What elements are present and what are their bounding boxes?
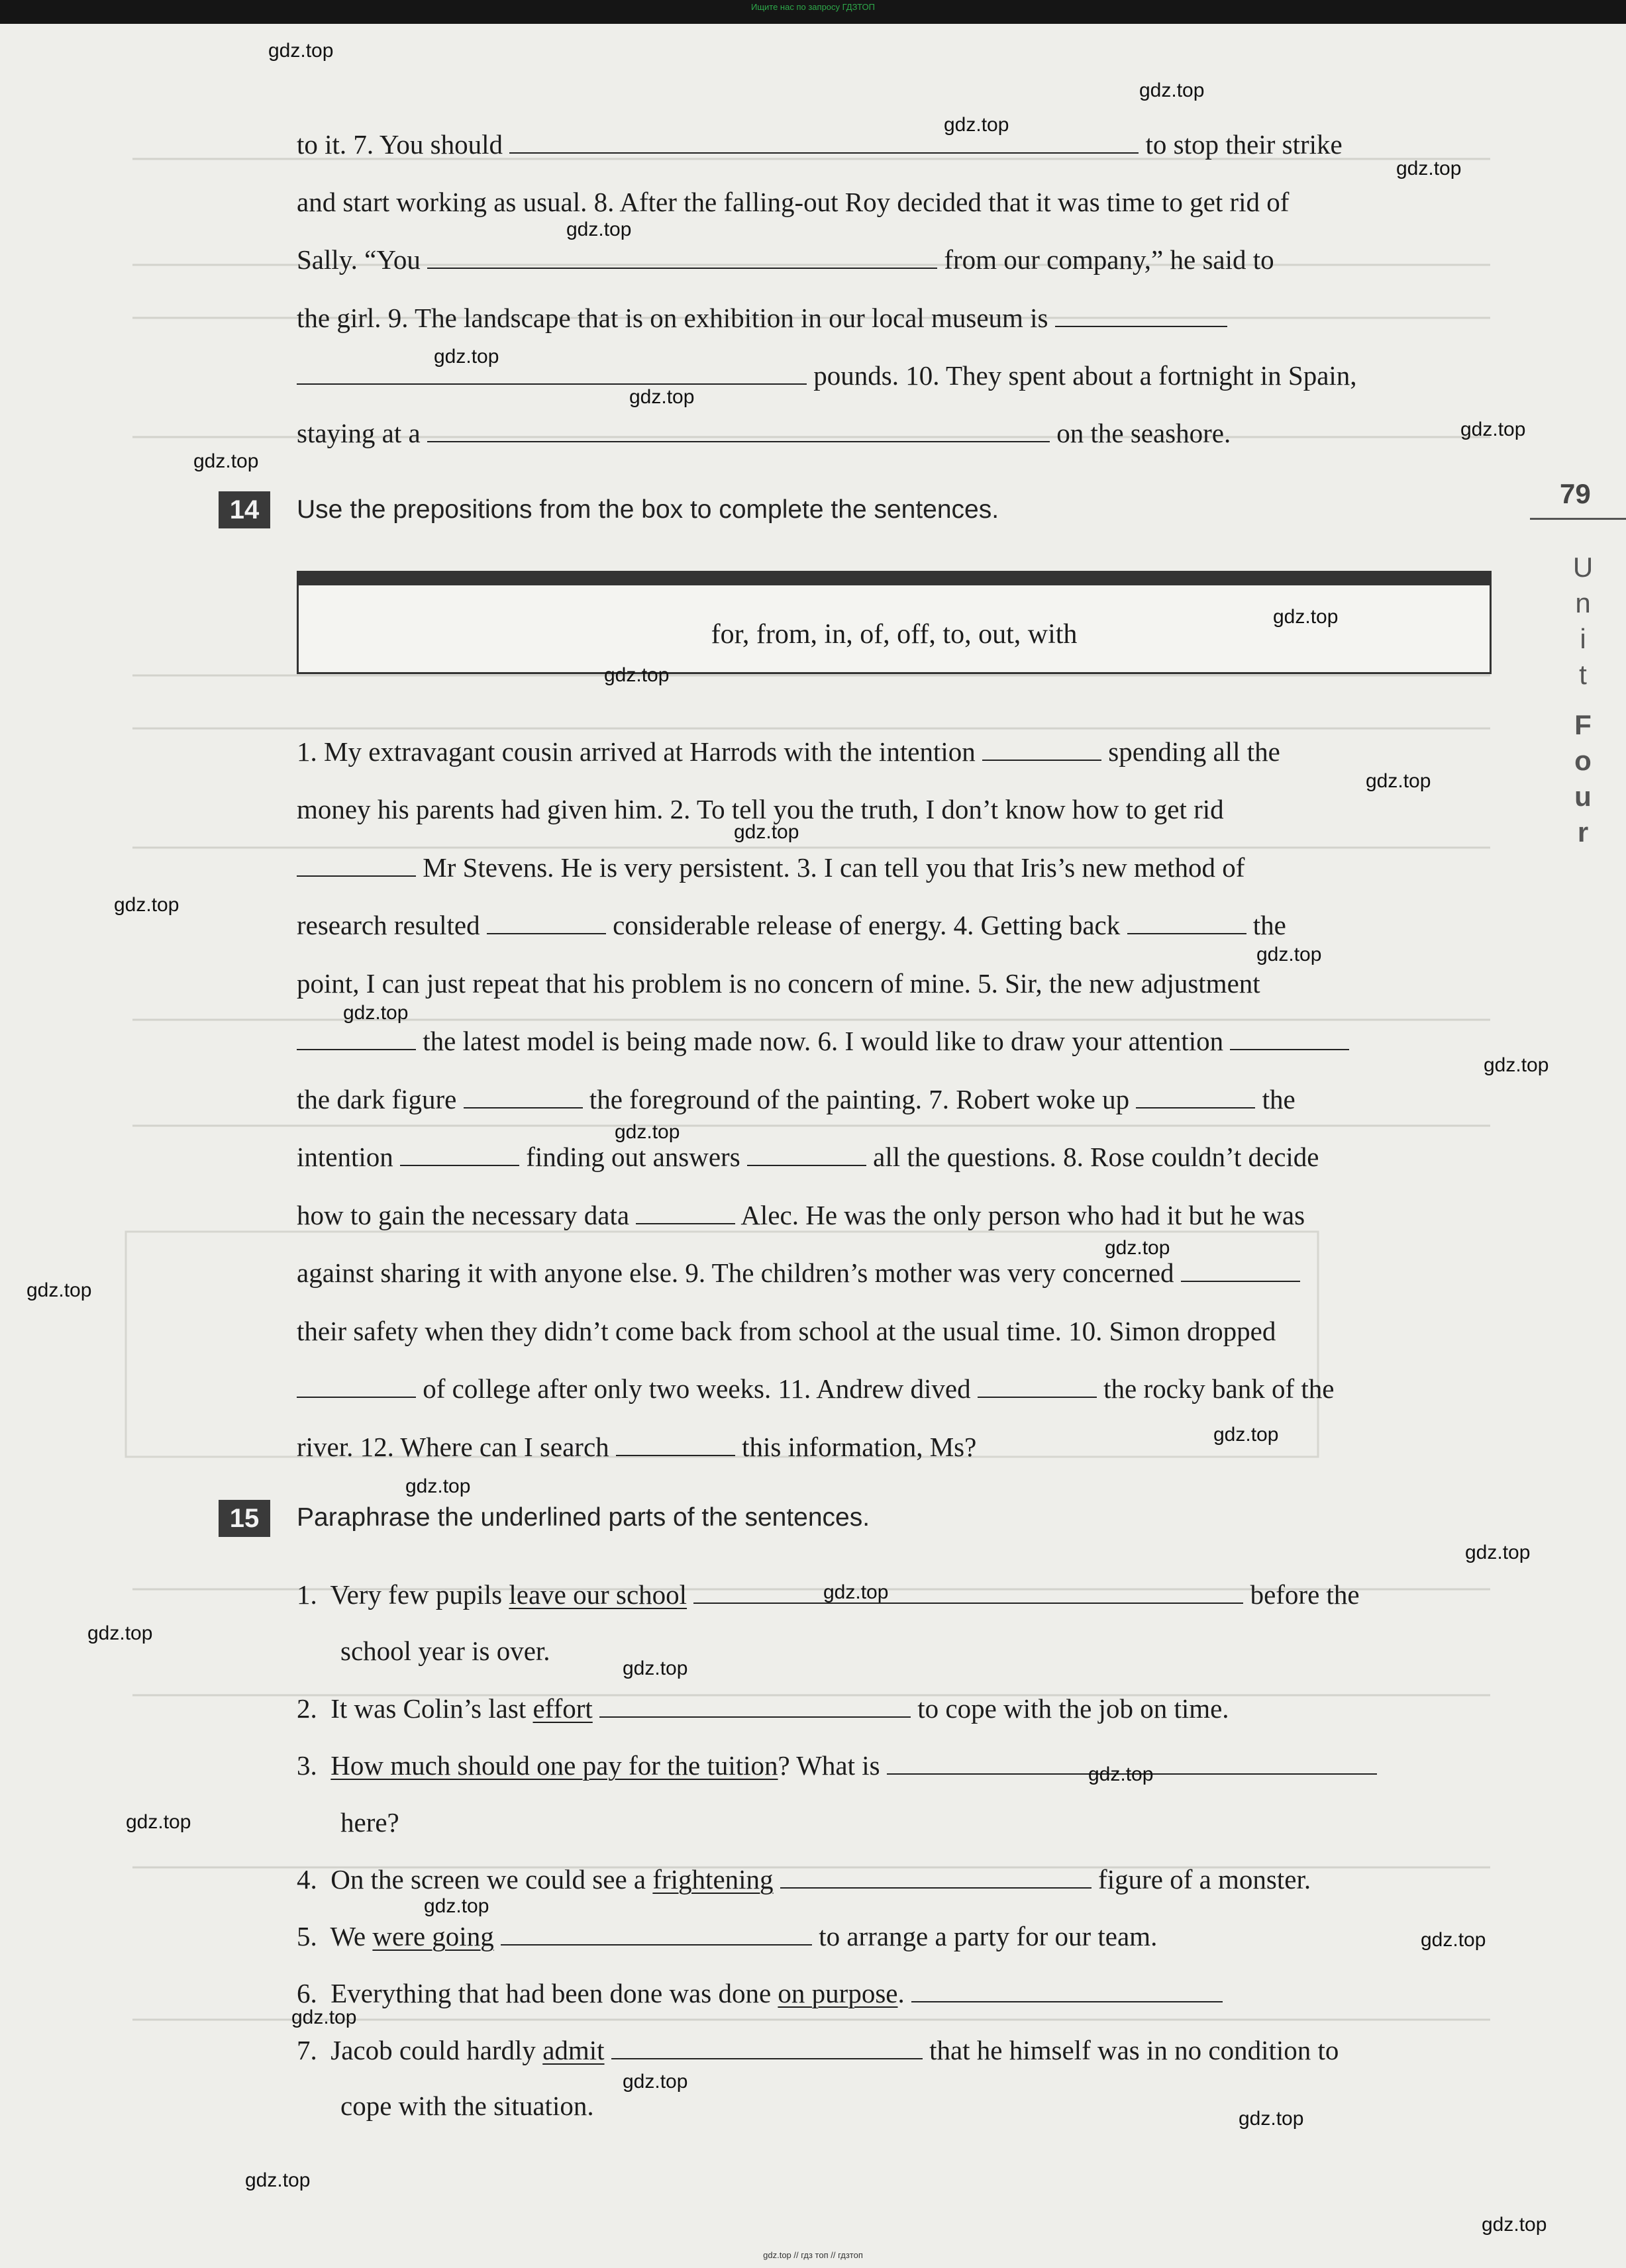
text-line: 1. My extravagant cousin arrived at Harrods with the intention spending all the bbox=[297, 736, 1280, 767]
answer-blank[interactable] bbox=[1230, 1025, 1349, 1050]
answer-blank[interactable] bbox=[747, 1141, 866, 1166]
underlined-phrase: were going bbox=[372, 1921, 494, 1951]
text-line: their safety when they didn’t come back from school at the usual time. 10. Simon dropped bbox=[297, 1316, 1276, 1346]
sentence-4: 4. On the screen we could see a frightening figure of a monster. bbox=[297, 1864, 1311, 1895]
text-line: how to gain the necessary data Alec. He was the only person who had it but he was bbox=[297, 1200, 1305, 1230]
watermark: gdz.top bbox=[343, 1002, 409, 1024]
answer-blank[interactable] bbox=[599, 1693, 911, 1718]
text-line: the dark figure the foreground of the painting. 7. Robert woke up the bbox=[297, 1084, 1296, 1114]
sentence-1-cont: school year is over. bbox=[340, 1636, 550, 1666]
watermark: gdz.top bbox=[623, 1657, 688, 1679]
watermark: gdz.top bbox=[615, 1121, 680, 1143]
watermark: gdz.top bbox=[1484, 1054, 1549, 1076]
watermark: gdz.top bbox=[1396, 158, 1462, 179]
page-number-rule bbox=[1530, 518, 1626, 520]
watermark: gdz.top bbox=[734, 821, 799, 843]
text-line: pounds. 10. They spent about a fortnight in Spain, bbox=[297, 356, 1357, 395]
watermark: gdz.top bbox=[291, 2006, 357, 2028]
exercise-instruction: Paraphrase the underlined parts of the sentences. bbox=[297, 1503, 870, 1532]
answer-blank[interactable] bbox=[780, 1863, 1092, 1889]
watermark: gdz.top bbox=[245, 2169, 311, 2191]
answer-blank[interactable] bbox=[297, 852, 416, 877]
watermark: gdz.top bbox=[1088, 1763, 1154, 1785]
text-line: of college after only two weeks. 11. Andrew dived the rocky bank of the bbox=[297, 1369, 1335, 1408]
text-line: Sally. “You from our company,” he said to bbox=[297, 244, 1274, 275]
answer-blank[interactable] bbox=[427, 417, 1050, 442]
watermark: gdz.top bbox=[26, 1279, 92, 1301]
text-line: to it. 7. You should to stop their strike bbox=[297, 129, 1343, 160]
text-line: the latest model is being made now. 6. I would like to draw your attention bbox=[297, 1021, 1349, 1061]
watermark: gdz.top bbox=[434, 346, 499, 368]
sentence-6: 6. Everything that had been done was done on purpose. bbox=[297, 1973, 1223, 2013]
watermark: gdz.top bbox=[193, 450, 259, 472]
watermark: gdz.top bbox=[424, 1895, 489, 1917]
text-line: point, I can just repeat that his problem is no concern of mine. 5. Sir, the new adjustment bbox=[297, 968, 1260, 999]
text-line: intention finding out answers all the questions. 8. Rose couldn’t decide bbox=[297, 1142, 1319, 1172]
watermark: gdz.top bbox=[1213, 1424, 1279, 1446]
watermark: gdz.top bbox=[1273, 606, 1339, 628]
watermark: gdz.top bbox=[623, 2071, 688, 2093]
watermark: gdz.top bbox=[1256, 944, 1322, 965]
answer-blank[interactable] bbox=[1136, 1083, 1255, 1109]
exercise-number-badge: 15 bbox=[219, 1500, 270, 1537]
page-number: 79 bbox=[1560, 478, 1591, 509]
watermark: gdz.top bbox=[944, 114, 1009, 136]
answer-blank[interactable] bbox=[1127, 909, 1246, 934]
watermark: gdz.top bbox=[604, 664, 670, 686]
answer-blank[interactable] bbox=[911, 1977, 1223, 2002]
answer-blank[interactable] bbox=[693, 1579, 1243, 1604]
underlined-phrase: leave our school bbox=[509, 1579, 687, 1610]
answer-blank[interactable] bbox=[1055, 302, 1227, 327]
sentence-2: 2. It was Colin’s last effort to cope with the job on time. bbox=[297, 1693, 1229, 1724]
answer-blank[interactable] bbox=[982, 736, 1101, 761]
watermark: gdz.top bbox=[629, 386, 695, 408]
underlined-phrase: on purpose bbox=[778, 1978, 898, 2008]
answer-blank[interactable] bbox=[297, 360, 807, 385]
watermark: gdz.top bbox=[823, 1581, 889, 1603]
text-line: money his parents had given him. 2. To tell you the truth, I don’t know how to get rid bbox=[297, 794, 1224, 824]
sentence-3-cont: here? bbox=[340, 1807, 399, 1838]
watermark: gdz.top bbox=[1105, 1237, 1170, 1259]
top-search-link[interactable]: Ищите нас по запросу ГДЗТОП bbox=[750, 2, 875, 12]
watermark: gdz.top bbox=[114, 894, 179, 916]
sentence-7-cont: cope with the situation. bbox=[340, 2091, 594, 2121]
sentence-3: 3. How much should one pay for the tuition? What is bbox=[297, 1746, 1377, 1785]
watermark: gdz.top bbox=[1366, 770, 1431, 792]
watermark: gdz.top bbox=[566, 219, 632, 240]
answer-blank[interactable] bbox=[616, 1431, 735, 1456]
text-line: the girl. 9. The landscape that is on exhibition in our local museum is bbox=[297, 298, 1227, 338]
answer-blank[interactable] bbox=[611, 2034, 923, 2059]
exercise-number-badge: 14 bbox=[219, 491, 270, 528]
answer-blank[interactable] bbox=[400, 1141, 519, 1166]
word-box-prepositions: for, from, in, of, off, to, out, with bbox=[711, 619, 1078, 650]
text-line: against sharing it with anyone else. 9. The children’s mother was very concerned bbox=[297, 1253, 1300, 1293]
watermark: gdz.top bbox=[268, 40, 334, 62]
underlined-phrase: admit bbox=[542, 2035, 605, 2065]
answer-blank[interactable] bbox=[978, 1373, 1097, 1398]
exercise-instruction: Use the prepositions from the box to complete the sentences. bbox=[297, 495, 999, 524]
answer-blank[interactable] bbox=[636, 1199, 735, 1224]
watermark: gdz.top bbox=[1239, 2108, 1304, 2130]
watermark: gdz.top bbox=[1421, 1929, 1486, 1951]
text-line: and start working as usual. 8. After the falling-out Roy decided that it was time to get rid of bbox=[297, 187, 1290, 217]
answer-blank[interactable] bbox=[427, 244, 937, 269]
text-line: Mr Stevens. He is very persistent. 3. I can tell you that Iris’s new method of bbox=[297, 848, 1245, 887]
watermark: gdz.top bbox=[126, 1811, 191, 1833]
watermark: gdz.top bbox=[405, 1475, 471, 1497]
sentence-1: 1. Very few pupils leave our school before the bbox=[297, 1579, 1360, 1610]
watermark: gdz.top bbox=[1465, 1542, 1531, 1563]
answer-blank[interactable] bbox=[501, 1920, 812, 1946]
text-line: staying at a on the seashore. bbox=[297, 418, 1231, 448]
watermark: gdz.top bbox=[1139, 79, 1205, 101]
watermark: gdz.top bbox=[87, 1622, 153, 1644]
answer-blank[interactable] bbox=[509, 128, 1139, 154]
text-line: research resulted considerable release of energy. 4. Getting back the bbox=[297, 910, 1286, 940]
underlined-phrase: frightening bbox=[652, 1864, 774, 1895]
answer-blank[interactable] bbox=[487, 909, 606, 934]
answer-blank[interactable] bbox=[1181, 1257, 1300, 1282]
footer-text: gdz.top // гдз топ // гдзтоп bbox=[763, 2250, 863, 2260]
answer-blank[interactable] bbox=[297, 1373, 416, 1398]
underlined-phrase: How much should one pay for the tuition bbox=[330, 1750, 778, 1781]
answer-blank[interactable] bbox=[464, 1083, 583, 1109]
text-line: river. 12. Where can I search this information, Ms? bbox=[297, 1432, 977, 1462]
answer-blank[interactable] bbox=[297, 1025, 416, 1050]
watermark: gdz.top bbox=[1460, 419, 1526, 440]
watermark: gdz.top bbox=[1482, 2214, 1547, 2236]
sentence-7: 7. Jacob could hardly admit that he himself was in no condition to bbox=[297, 2035, 1339, 2065]
underlined-phrase: effort bbox=[533, 1693, 593, 1724]
sentence-5: 5. We were going to arrange a party for our team. bbox=[297, 1921, 1158, 1951]
unit-label: U n i t F o u r bbox=[1572, 552, 1594, 848]
